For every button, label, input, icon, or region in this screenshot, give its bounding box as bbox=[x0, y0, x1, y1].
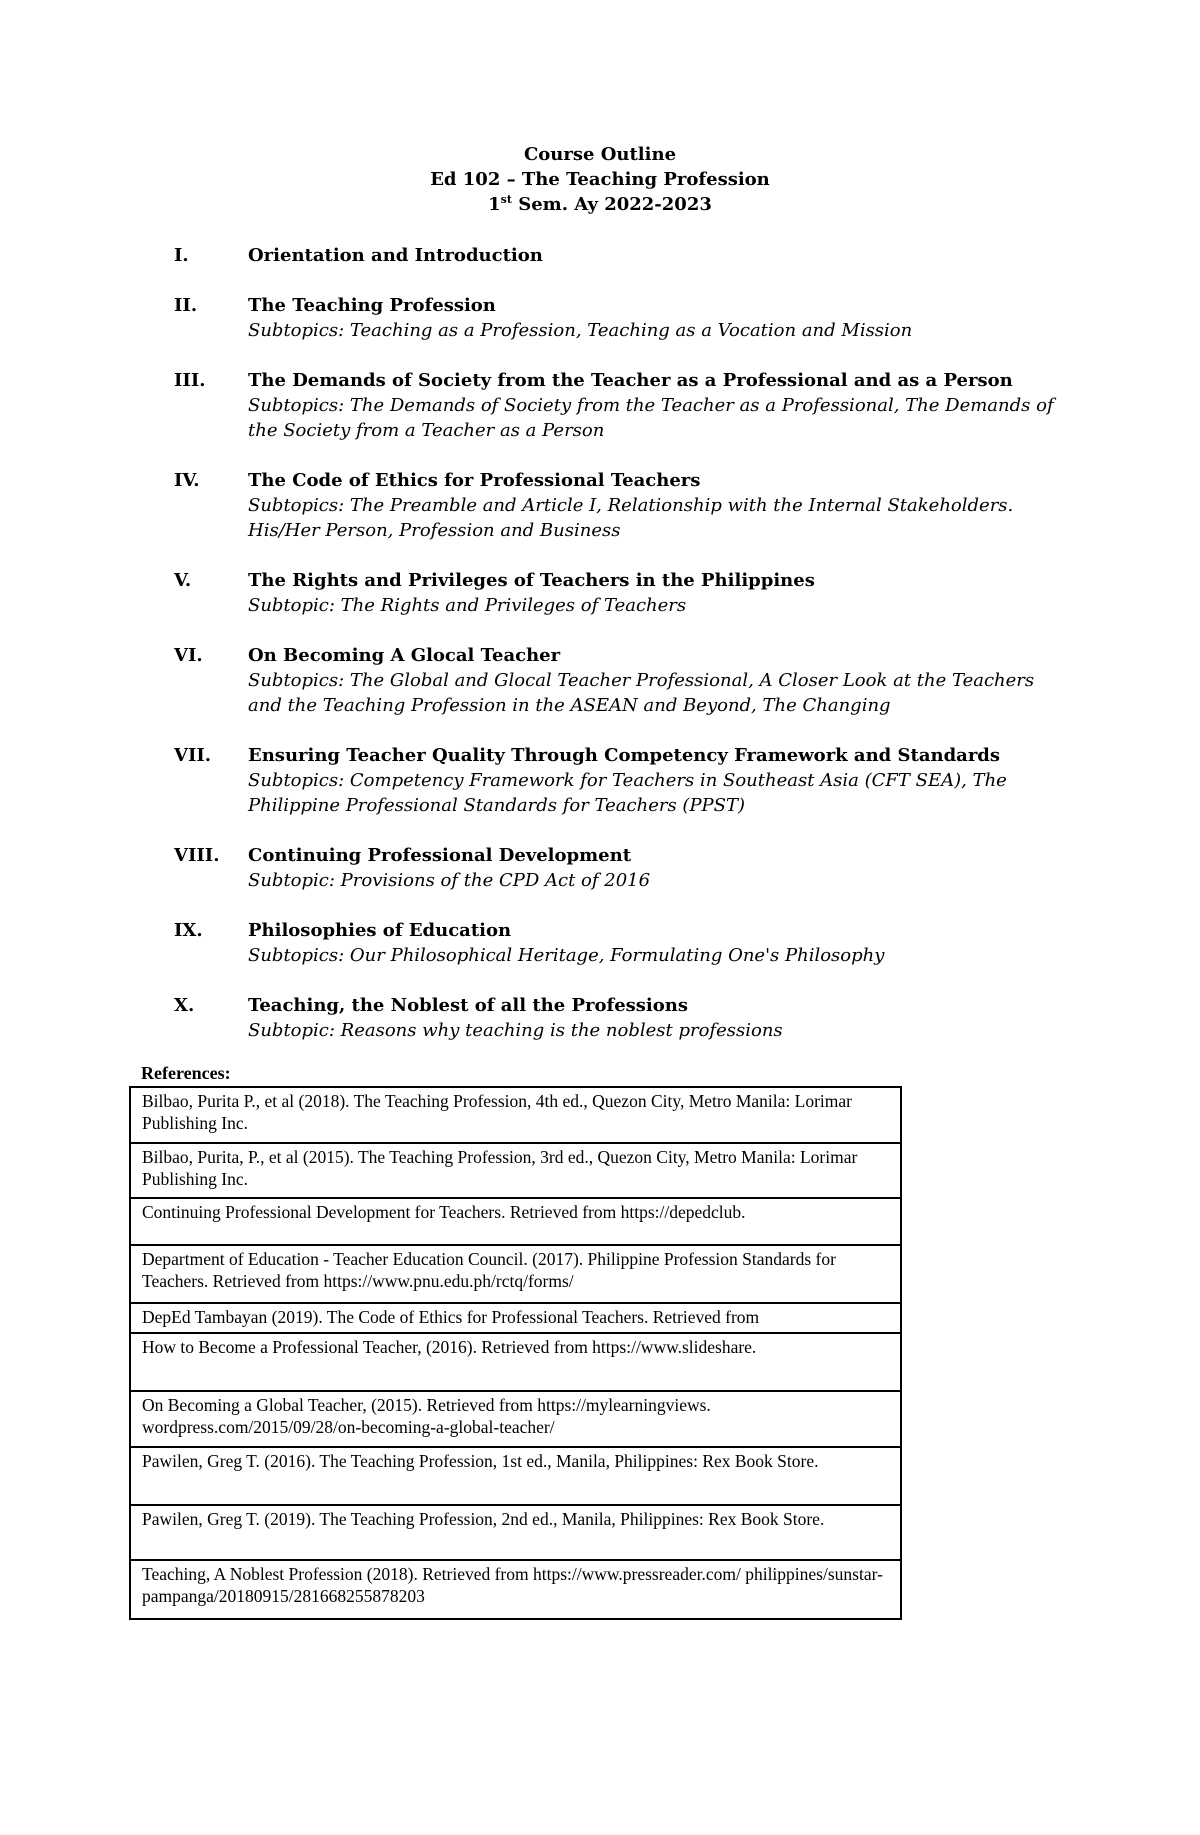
references-table bbox=[129, 1086, 902, 1620]
outline-subtopics: Subtopics: Teaching as a Profession, Teaching as a Vocation and Mission bbox=[248, 320, 913, 341]
outline-title: The Teaching Profession bbox=[248, 295, 496, 316]
outline-number: VIII. bbox=[174, 845, 220, 866]
outline-title: Orientation and Introduction bbox=[248, 245, 543, 266]
page-title: Course Outline bbox=[523, 144, 677, 165]
outline-number: VII. bbox=[174, 745, 212, 766]
document-header bbox=[0, 142, 1200, 217]
reference-row: On Becoming a Global Teacher, (2015). Retrieved from https://mylearningviews. wordpress.com/2015/09/28/on-becoming-a-global-teacher/ bbox=[131, 1392, 900, 1448]
outline-subtopics: Subtopics: The Preamble and Article I, Relationship with the Internal Stakeholders. His/Her Person, Profession and Business bbox=[248, 495, 1014, 541]
outline-subtopics: Subtopics: Our Philosophical Heritage, Formulating One's Philosophy bbox=[248, 945, 885, 966]
outline-number: X. bbox=[174, 995, 195, 1016]
outline-subtopics: Subtopic: Provisions of the CPD Act of 2016 bbox=[248, 870, 651, 891]
reference-row: Pawilen, Greg T. (2019). The Teaching Profession, 2nd ed., Manila, Philippines: Rex Book Store. bbox=[131, 1506, 900, 1561]
reference-row: Pawilen, Greg T. (2016). The Teaching Profession, 1st ed., Manila, Philippines: Rex Book Store. bbox=[131, 1448, 900, 1506]
outline-subtopics: Subtopic: Reasons why teaching is the noblest professions bbox=[248, 1020, 783, 1041]
outline-title: The Demands of Society from the Teacher as a Professional and as a Person bbox=[248, 370, 1013, 391]
outline-subtopics: Subtopics: The Demands of Society from the Teacher as a Professional, The Demands of the Society from a Teacher as a Person bbox=[248, 395, 1054, 441]
outline-title: Ensuring Teacher Quality Through Competency Framework and Standards bbox=[248, 745, 1001, 766]
outline-title: The Code of Ethics for Professional Teachers bbox=[248, 470, 701, 491]
reference-row: DepEd Tambayan (2019). The Code of Ethics for Professional Teachers. Retrieved from bbox=[131, 1304, 900, 1334]
outline-number: IV. bbox=[174, 470, 200, 491]
reference-row: Department of Education - Teacher Education Council. (2017). Philippine Profession Standards for Teachers. Retrieved from https://www.pnu.edu.ph/rctq/forms/ bbox=[131, 1246, 900, 1304]
outline-number: V. bbox=[174, 570, 192, 591]
outline-number: III. bbox=[174, 370, 206, 391]
references-heading: References: bbox=[141, 1063, 231, 1083]
reference-row: Teaching, A Noblest Profession (2018). Retrieved from https://www.pressreader.com/ philippines/sunstar-pampanga/20180915/281668255878203 bbox=[131, 1561, 900, 1620]
outline-number: VI. bbox=[174, 645, 203, 666]
outline-title: The Rights and Privileges of Teachers in the Philippines bbox=[248, 570, 815, 591]
outline-title: Teaching, the Noblest of all the Professions bbox=[248, 995, 688, 1016]
outline-title: Continuing Professional Development bbox=[248, 845, 632, 866]
outline-number: I. bbox=[174, 245, 189, 266]
reference-row: Bilbao, Purita, P., et al (2015). The Teaching Profession, 3rd ed., Quezon City, Metro Manila: Lorimar Publishing Inc. bbox=[131, 1144, 900, 1199]
reference-row: Continuing Professional Development for Teachers. Retrieved from https://depedclub. bbox=[131, 1199, 900, 1246]
reference-row: Bilbao, Purita P., et al (2018). The Teaching Profession, 4th ed., Quezon City, Metro Manila: Lorimar Publishing Inc. bbox=[131, 1088, 900, 1144]
outline-subtopics: Subtopics: Competency Framework for Teachers in Southeast Asia (CFT SEA), The Philippine Professional Standards for Teachers (PPST) bbox=[248, 770, 1007, 816]
outline-subtopics: Subtopics: The Global and Glocal Teacher Professional, A Closer Look at the Teachers and the Teaching Profession in the ASEAN and Beyond, The Changing bbox=[248, 670, 1035, 716]
outline-subtopics: Subtopic: The Rights and Privileges of Teachers bbox=[248, 595, 687, 616]
course-title: Ed 102 – The Teaching Profession bbox=[430, 169, 770, 190]
outline-number: IX. bbox=[174, 920, 203, 941]
outline-title: Philosophies of Education bbox=[248, 920, 512, 941]
outline-number: II. bbox=[174, 295, 198, 316]
reference-row: How to Become a Professional Teacher, (2016). Retrieved from https://www.slideshare. bbox=[131, 1334, 900, 1392]
semester-line: 1st Sem. Ay 2022-2023 bbox=[488, 193, 712, 215]
outline-title: On Becoming A Glocal Teacher bbox=[248, 645, 561, 666]
